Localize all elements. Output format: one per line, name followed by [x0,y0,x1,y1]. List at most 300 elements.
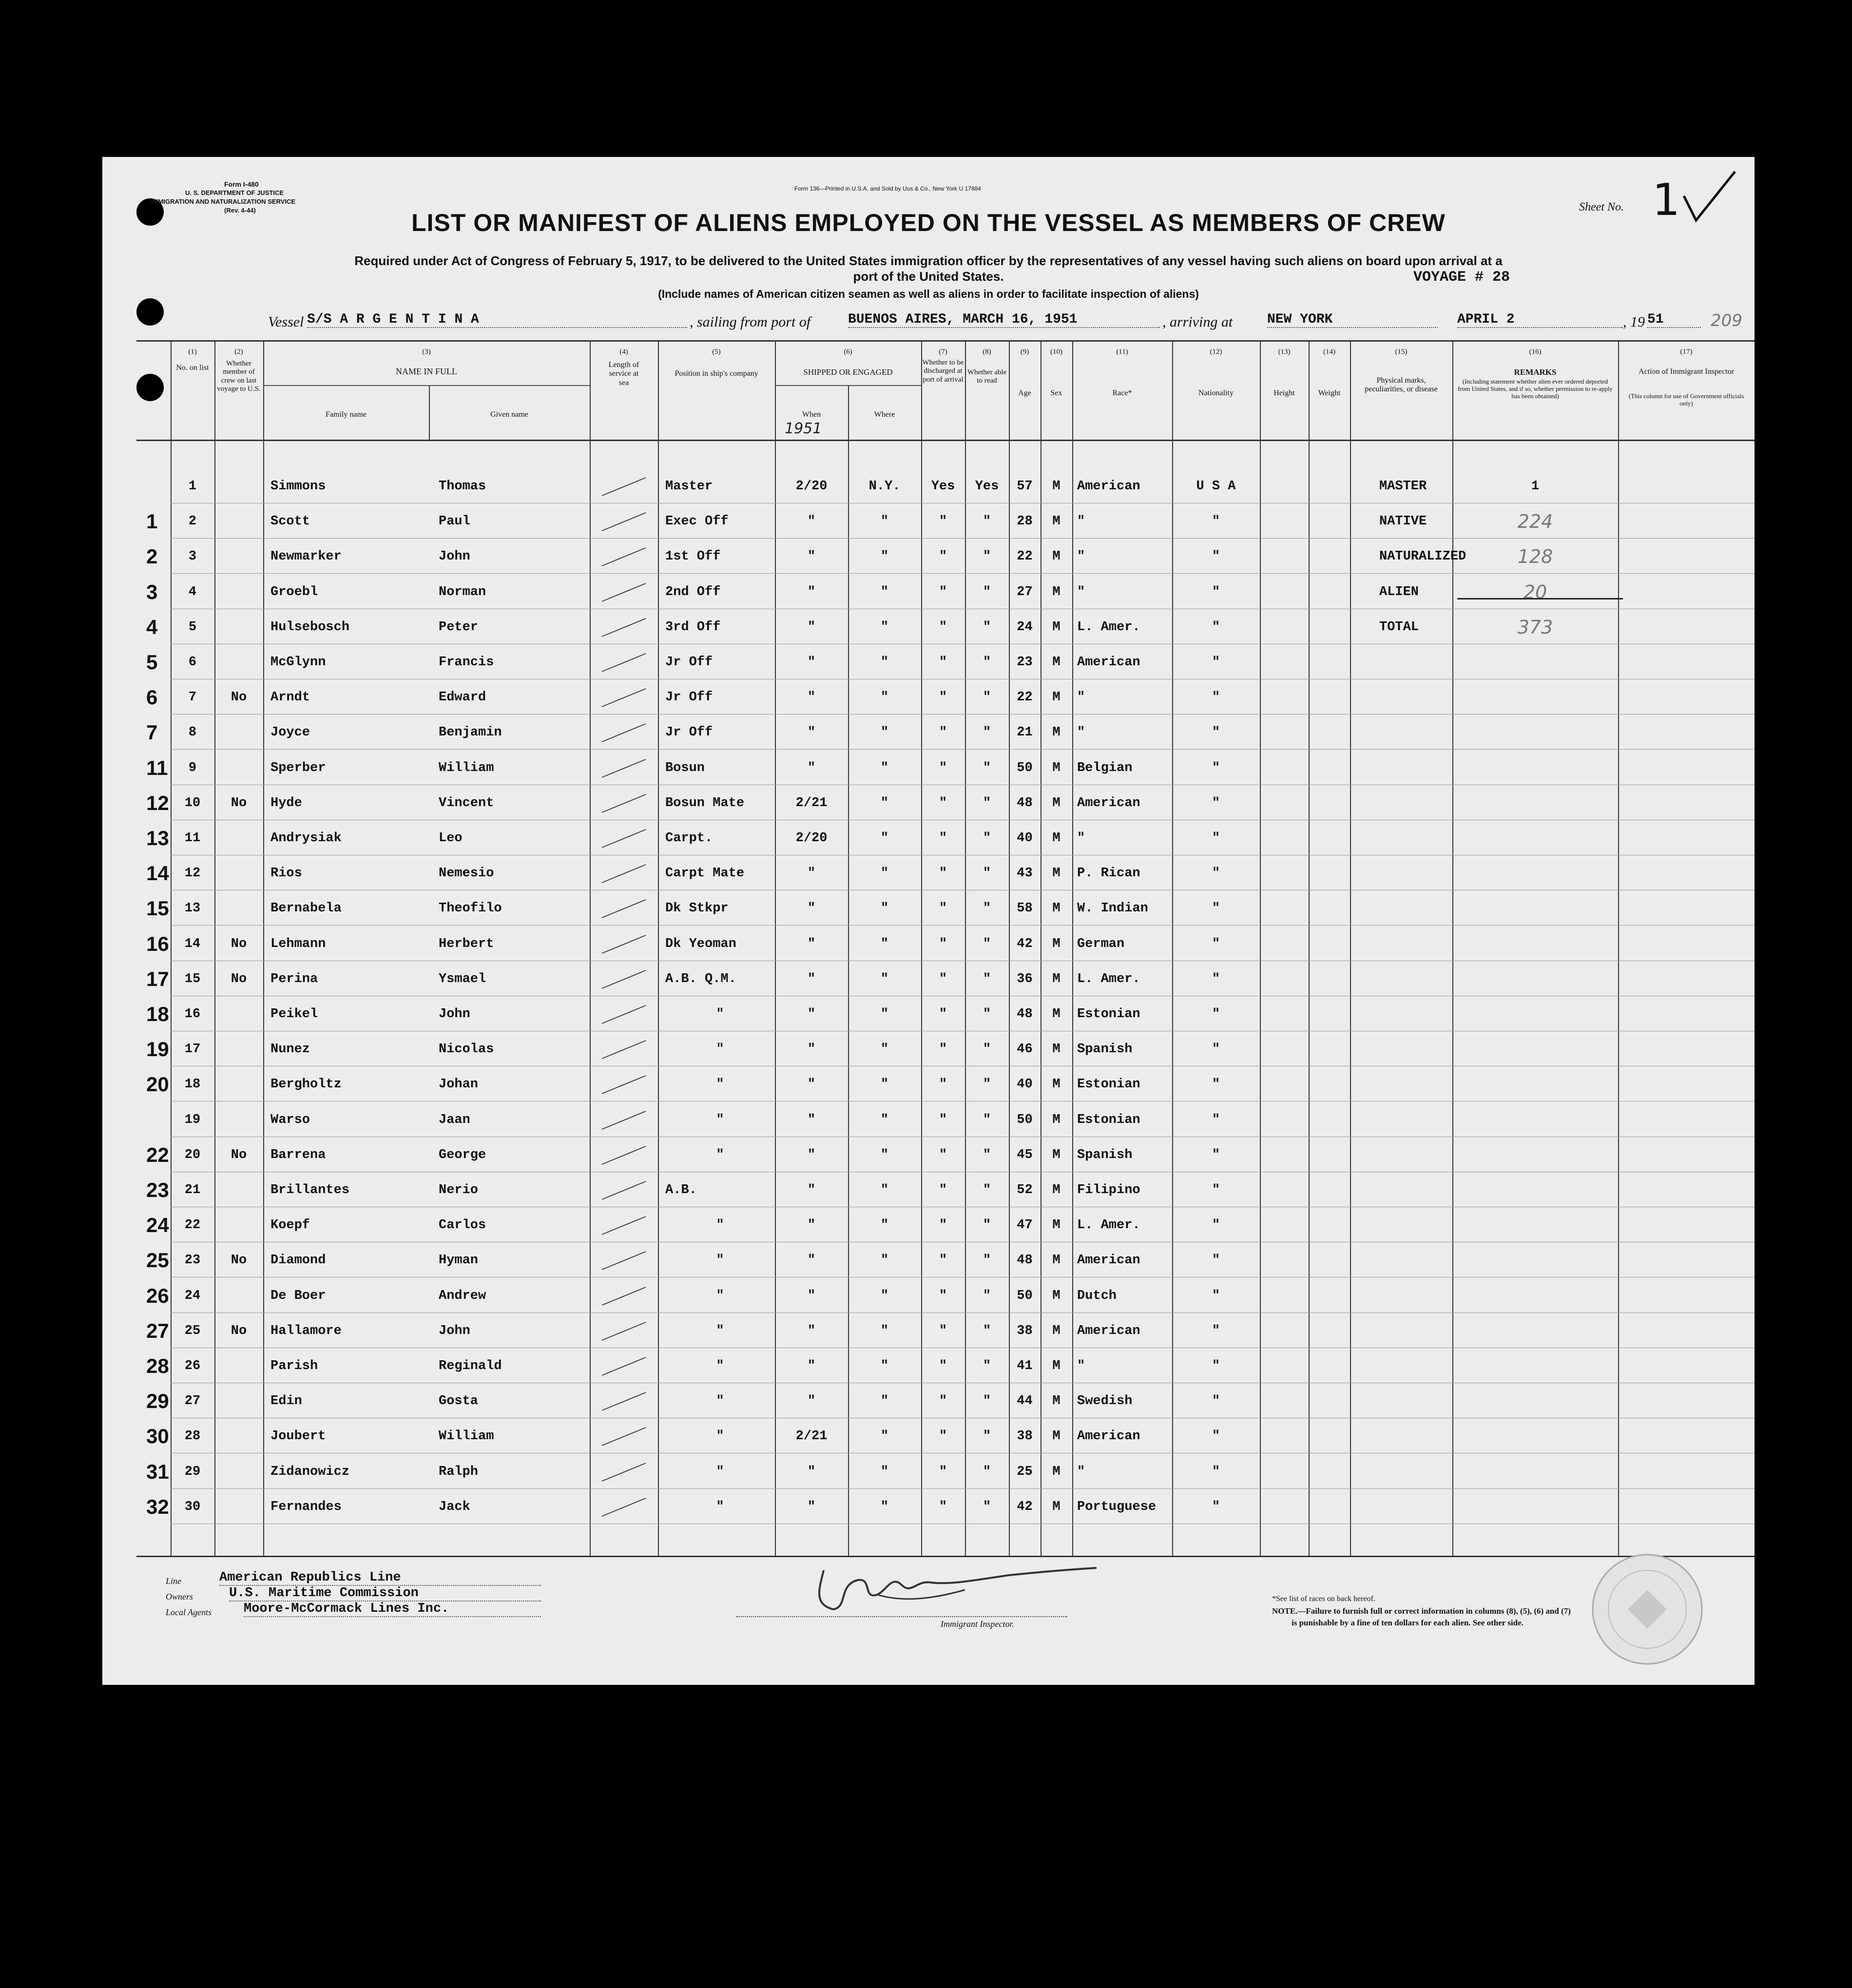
position-cell: " [716,1323,724,1338]
age-cell: 57 [1017,479,1033,494]
voyage-number: VOYAGE # 28 [1413,269,1510,286]
family-name-cell: Bergholtz [270,1077,342,1092]
shipped-where-cell: " [880,549,889,564]
position-cell: Jr Off [665,690,713,705]
column-header: Length of service at sea [608,361,639,387]
table-row [102,1313,1755,1349]
given-name-cell: Leo [439,831,463,846]
table-row [102,645,1755,680]
margin-number: 28 [146,1354,169,1377]
column-header: NAME IN FULL [396,367,457,376]
shipped-where-cell: " [880,1077,889,1092]
column-number: (7) [939,348,947,356]
position-cell: 2nd Off [665,584,721,599]
row-number: 13 [184,901,201,916]
given-name-cell: John [439,1007,470,1022]
sex-cell: M [1052,549,1061,564]
race-cell: P. Rican [1077,866,1140,881]
arriving-label: , arriving at [1162,314,1233,330]
remarks-cell [1452,715,1618,750]
shipped-when-cell: " [807,725,816,740]
position-cell: " [716,1288,724,1303]
race-cell: Estonian [1077,1077,1140,1092]
shipped-where-cell: " [880,619,889,635]
sex-cell: M [1052,1147,1061,1162]
table-row [102,575,1755,610]
age-cell: 58 [1017,901,1033,916]
able-to-read-cell: " [983,1112,991,1127]
family-name-cell: Peikel [270,1007,318,1022]
age-cell: 50 [1017,1288,1033,1303]
subtitle: port of the United States. [853,269,1004,284]
family-name-cell: Koepf [270,1218,310,1233]
able-to-read-cell: " [983,584,991,599]
discharged-cell: " [939,549,947,564]
nationality-cell: " [1212,1429,1220,1444]
sailing-label: , sailing from port of [690,314,811,330]
margin-number: 23 [146,1178,169,1201]
discharged-cell: " [939,655,947,670]
margin-number: 16 [146,932,169,955]
nationality-cell: " [1212,584,1220,599]
nationality-cell: " [1212,1147,1220,1162]
vessel-name: S/S A R G E N T I N A [307,312,687,328]
table-row [102,1032,1755,1067]
sex-cell: M [1052,1464,1061,1479]
column-header: Height [1273,389,1295,397]
service-tick-icon [590,962,658,997]
age-cell: 24 [1017,619,1033,635]
row-number: 6 [188,655,197,670]
able-to-read-cell: " [983,1499,991,1514]
nationality-cell: " [1212,1394,1220,1409]
able-to-read-cell: " [983,901,991,916]
remarks-cell [1452,1173,1618,1208]
row-number: 10 [184,795,201,811]
family-name-cell: Zidanowicz [270,1464,350,1479]
instruction-note: (Include names of American citizen seamen as well as aliens in order to facilitate inspection of aliens) [658,288,1199,300]
table-row [102,856,1755,891]
service-tick-icon [590,891,658,926]
shipped-when-cell: " [807,1499,816,1514]
sex-cell: M [1052,1288,1061,1303]
remarks-cell [1452,1208,1618,1243]
shipped-when-cell: 2/20 [795,479,828,494]
last-voyage-cell: No [231,795,247,811]
sex-cell: M [1052,866,1061,881]
shipped-where-cell: " [880,1112,889,1127]
service-tick-icon [590,504,658,539]
table-row [102,891,1755,926]
age-cell: 48 [1017,795,1033,811]
column-number: (16) [1529,348,1542,356]
physical-marks-cell: TOTAL [1379,619,1419,635]
remarks-cell [1452,1454,1618,1489]
margin-number: 6 [146,686,158,709]
position-cell: 3rd Off [665,619,721,635]
service-tick-icon [590,821,658,856]
column-header: Position in ship's company [675,369,758,378]
able-to-read-cell: " [983,1147,991,1162]
totals-underline [1457,598,1623,599]
position-cell: Master [665,479,713,494]
nationality-cell: " [1212,725,1220,740]
column-number: (3) [422,348,431,356]
remarks-cell: 1 [1531,479,1540,494]
shipped-where-cell: " [880,584,889,599]
given-name-cell: Norman [439,584,486,599]
remarks-cell [1452,1349,1618,1384]
subheader-line [263,385,590,386]
row-number: 28 [184,1429,201,1444]
sheet-number: 1 [1652,174,1680,226]
remarks-cell: 128 [1517,546,1553,568]
service-tick-icon [590,1173,658,1208]
vessel-label: Vessel [268,314,304,330]
table-row [102,786,1755,821]
service-tick-icon [590,1419,658,1454]
shipped-when-cell: " [807,1147,816,1162]
shipped-where-cell: " [880,1183,889,1197]
shipped-where-cell: " [880,795,889,811]
margin-number: 22 [146,1143,169,1166]
able-to-read-cell: " [983,514,991,529]
able-to-read-cell: " [983,1429,991,1444]
nationality-cell: " [1212,901,1220,916]
age-cell: 42 [1017,1499,1033,1514]
position-cell: " [716,1429,724,1444]
discharged-cell: Yes [931,479,955,494]
column-header: Age [1018,389,1031,397]
family-name-cell: Edin [270,1394,302,1409]
column-subheader: Where [874,410,895,419]
able-to-read-cell: " [983,1253,991,1268]
row-number: 26 [184,1359,201,1373]
margin-number: 25 [146,1249,169,1272]
last-voyage-cell [214,575,263,610]
family-name-cell: Warso [270,1112,310,1127]
column-number: (9) [1020,348,1029,356]
nationality-cell: " [1212,1253,1220,1268]
shipped-when-cell: " [807,1183,816,1197]
race-cell: " [1077,514,1085,529]
last-voyage-cell [214,1032,263,1067]
service-tick-icon [590,1384,658,1419]
given-name-cell: Jack [439,1499,470,1514]
table-row [102,1419,1755,1454]
age-cell: 38 [1017,1323,1033,1338]
position-cell: Bosun [665,760,705,775]
column-header: Race* [1112,389,1132,397]
row-number: 3 [188,549,197,564]
race-cell: Estonian [1077,1007,1140,1022]
family-name-cell: Hulsebosch [270,619,350,635]
last-voyage-cell: No [231,1323,247,1338]
discharged-cell: " [939,1147,947,1162]
subheader-line [775,385,921,386]
shipped-when-cell: 2/21 [795,795,828,811]
remarks-cell [1452,1067,1618,1102]
race-cell: Portuguese [1077,1499,1157,1514]
last-voyage-cell [214,1349,263,1384]
shipped-when-cell: " [807,901,816,916]
remarks-cell [1452,1032,1618,1067]
row-number: 22 [184,1218,201,1233]
table-row [102,1489,1755,1525]
inspector-signature-line [736,1616,1067,1617]
family-name-cell: Joubert [270,1429,326,1444]
discharged-cell: " [939,1077,947,1092]
column-number: (15) [1395,348,1408,356]
family-name-cell: Newmarker [270,549,342,564]
family-name-cell: Arndt [270,690,310,705]
nationality-cell: " [1212,1077,1220,1092]
discharged-cell: " [939,690,947,705]
margin-number: 4 [146,615,158,638]
able-to-read-cell: " [983,971,991,986]
position-cell: " [716,1499,724,1514]
column-number: (2) [234,348,243,356]
last-voyage-cell [214,856,263,891]
row-number: 1 [188,479,197,494]
remarks-cell [1452,1313,1618,1349]
sex-cell: M [1052,1042,1061,1057]
nationality-cell: " [1212,760,1220,775]
penalty-note: is punishable by a fine of ten dollars for each alien. See other side. [1292,1618,1524,1627]
discharged-cell: " [939,1218,947,1233]
given-name-cell: Nemesio [439,866,494,881]
last-voyage-cell [214,645,263,680]
binder-hole [136,374,164,401]
able-to-read-cell: " [983,1323,991,1338]
table-row [102,751,1755,786]
agents-label: Local Agents [166,1607,212,1617]
able-to-read-cell: " [983,831,991,846]
page-title: LIST OR MANIFEST OF ALIENS EMPLOYED ON THE VESSEL AS MEMBERS OF CREW [411,209,1446,236]
able-to-read-cell: " [983,936,991,951]
service-tick-icon [590,715,658,750]
column-number: (14) [1323,348,1335,356]
shipped-when-cell: " [807,1394,816,1409]
margin-number: 14 [146,862,169,885]
row-number: 25 [184,1323,201,1338]
given-name-cell: Ralph [439,1464,479,1479]
penalty-note: NOTE.—Failure to furnish full or correct information in columns (8), (5), (6) and (7) [1272,1606,1571,1616]
nationality-cell: " [1212,690,1220,705]
position-cell: " [716,1464,724,1479]
column-header: No. on list [176,364,209,372]
nationality-cell: " [1212,831,1220,846]
row-number: 8 [188,725,197,740]
service-tick-icon [590,786,658,821]
race-cell: American [1077,655,1140,670]
margin-number: 12 [146,791,169,814]
shipped-when-cell: " [807,1218,816,1233]
able-to-read-cell: " [983,866,991,881]
able-to-read-cell: " [983,760,991,775]
service-tick-icon [590,856,658,891]
race-cell: German [1077,936,1125,951]
age-cell: 38 [1017,1429,1033,1444]
last-voyage-cell: No [231,1253,247,1268]
position-cell: A.B. [665,1183,697,1197]
discharged-cell: " [939,619,947,635]
remarks-cell [1452,645,1618,680]
race-cell: " [1077,1464,1085,1479]
line-label: Line [166,1576,182,1586]
family-name-cell: Barrena [270,1147,326,1162]
last-voyage-cell [214,997,263,1032]
shipped-when-cell: " [807,1253,816,1268]
given-name-cell: Benjamin [439,725,502,740]
column-number: (17) [1680,348,1693,356]
shipped-when-cell: " [807,549,816,564]
position-cell: " [716,1147,724,1162]
able-to-read-cell: " [983,1288,991,1303]
shipped-where-cell: " [880,971,889,986]
last-voyage-cell: No [231,971,247,986]
arrival-date: APRIL 2 [1457,312,1623,328]
last-voyage-cell [214,821,263,856]
margin-number: 32 [146,1495,169,1518]
able-to-read-cell: " [983,1218,991,1233]
given-name-cell: John [439,549,470,564]
sex-cell: M [1052,690,1061,705]
margin-number: 27 [146,1319,169,1342]
shipped-where-cell: " [880,1499,889,1514]
given-name-cell: Ysmael [439,971,486,986]
able-to-read-cell: " [983,1042,991,1057]
service-tick-icon [590,1067,658,1102]
sex-cell: M [1052,1323,1061,1338]
column-subheader: When [802,410,821,419]
physical-marks-cell: NATIVE [1379,514,1427,529]
age-cell: 40 [1017,831,1033,846]
family-name-cell: Andrysiak [270,831,342,846]
discharged-cell: " [939,725,947,740]
owners-value: U.S. Maritime Commission [229,1586,541,1602]
position-cell: " [716,1218,724,1233]
able-to-read-cell: " [983,795,991,811]
given-name-cell: Francis [439,655,494,670]
family-name-cell: Hyde [270,795,302,811]
table-row [102,1243,1755,1278]
age-cell: 48 [1017,1007,1033,1022]
race-cell: " [1077,1359,1085,1373]
position-cell: Jr Off [665,725,713,740]
shipped-when-cell: " [807,619,816,635]
column-header: Action of Immigrant Inspector [1639,367,1734,376]
given-name-cell: Nerio [439,1183,479,1197]
family-name-cell: Fernandes [270,1499,342,1514]
row-number: 24 [184,1288,201,1303]
able-to-read-cell: " [983,1359,991,1373]
arrival-year-prefix: , 19 [1623,314,1645,330]
position-cell: 1st Off [665,549,721,564]
sex-cell: M [1052,1429,1061,1444]
service-tick-icon [590,1278,658,1313]
shipped-where-cell: " [880,655,889,670]
family-name-cell: Sperber [270,760,326,775]
table-row [102,1384,1755,1419]
remarks-cell [1452,1243,1618,1278]
service-tick-icon [590,610,658,645]
nationality-cell: " [1212,1464,1220,1479]
position-cell: A.B. Q.M. [665,971,736,986]
table-row [102,539,1755,574]
shipped-where-cell: " [880,1288,889,1303]
age-cell: 52 [1017,1183,1033,1197]
service-tick-icon [590,1454,658,1489]
dept-line: (Rev. 4-44) [224,207,256,214]
age-cell: 47 [1017,1218,1033,1233]
margin-number: 18 [146,1003,169,1025]
row-number: 27 [184,1394,201,1409]
remarks-cell: 20 [1523,581,1547,603]
able-to-read-cell: " [983,1007,991,1022]
shipped-where-cell: " [880,901,889,916]
race-cell: American [1077,1323,1140,1338]
shipped-where-cell: " [880,760,889,775]
given-name-cell: Johan [439,1077,479,1092]
age-cell: 48 [1017,1253,1033,1268]
shipped-when-cell: " [807,1112,816,1127]
column-number: (5) [712,348,721,356]
remarks-cell [1452,1278,1618,1313]
last-voyage-cell [214,1419,263,1454]
remarks-cell [1452,751,1618,786]
family-name-cell: Scott [270,514,310,529]
last-voyage-cell [214,1208,263,1243]
given-name-cell: Herbert [439,936,494,951]
table-row [102,821,1755,856]
column-header: Weight [1318,389,1341,397]
sex-cell: M [1052,1112,1061,1127]
printer-line: Form 136—Printed in U.S.A. and Sold by Uus & Co., New York U 17884 [794,185,981,192]
given-name-cell: Theofilo [439,901,502,916]
service-tick-icon [590,1349,658,1384]
margin-number: 31 [146,1460,169,1483]
given-name-cell: Reginald [439,1359,502,1373]
service-tick-icon [590,539,658,574]
physical-marks-cell: MASTER [1379,479,1427,494]
age-cell: 22 [1017,549,1033,564]
discharged-cell: " [939,1183,947,1197]
sex-cell: M [1052,655,1061,670]
table-row [102,1102,1755,1138]
remarks-cell: 373 [1517,616,1553,638]
remarks-cell [1452,821,1618,856]
race-cell: " [1077,584,1085,599]
discharged-cell: " [939,1253,947,1268]
remarks-cell [1452,1384,1618,1419]
age-cell: 41 [1017,1359,1033,1373]
age-cell: 25 [1017,1464,1033,1479]
races-note: *See list of races on back hereof. [1272,1595,1375,1603]
inspector-signature [804,1561,1106,1619]
shipped-where-cell: " [880,1218,889,1233]
service-tick-icon [590,645,658,680]
position-cell: Carpt Mate [665,866,745,881]
position-cell: Jr Off [665,655,713,670]
race-cell: American [1077,479,1140,494]
service-tick-icon [590,1102,658,1138]
table-row [102,1067,1755,1102]
race-cell: American [1077,795,1140,811]
sex-cell: M [1052,795,1061,811]
position-cell: Dk Yeoman [665,936,736,951]
column-number: (8) [983,348,991,356]
